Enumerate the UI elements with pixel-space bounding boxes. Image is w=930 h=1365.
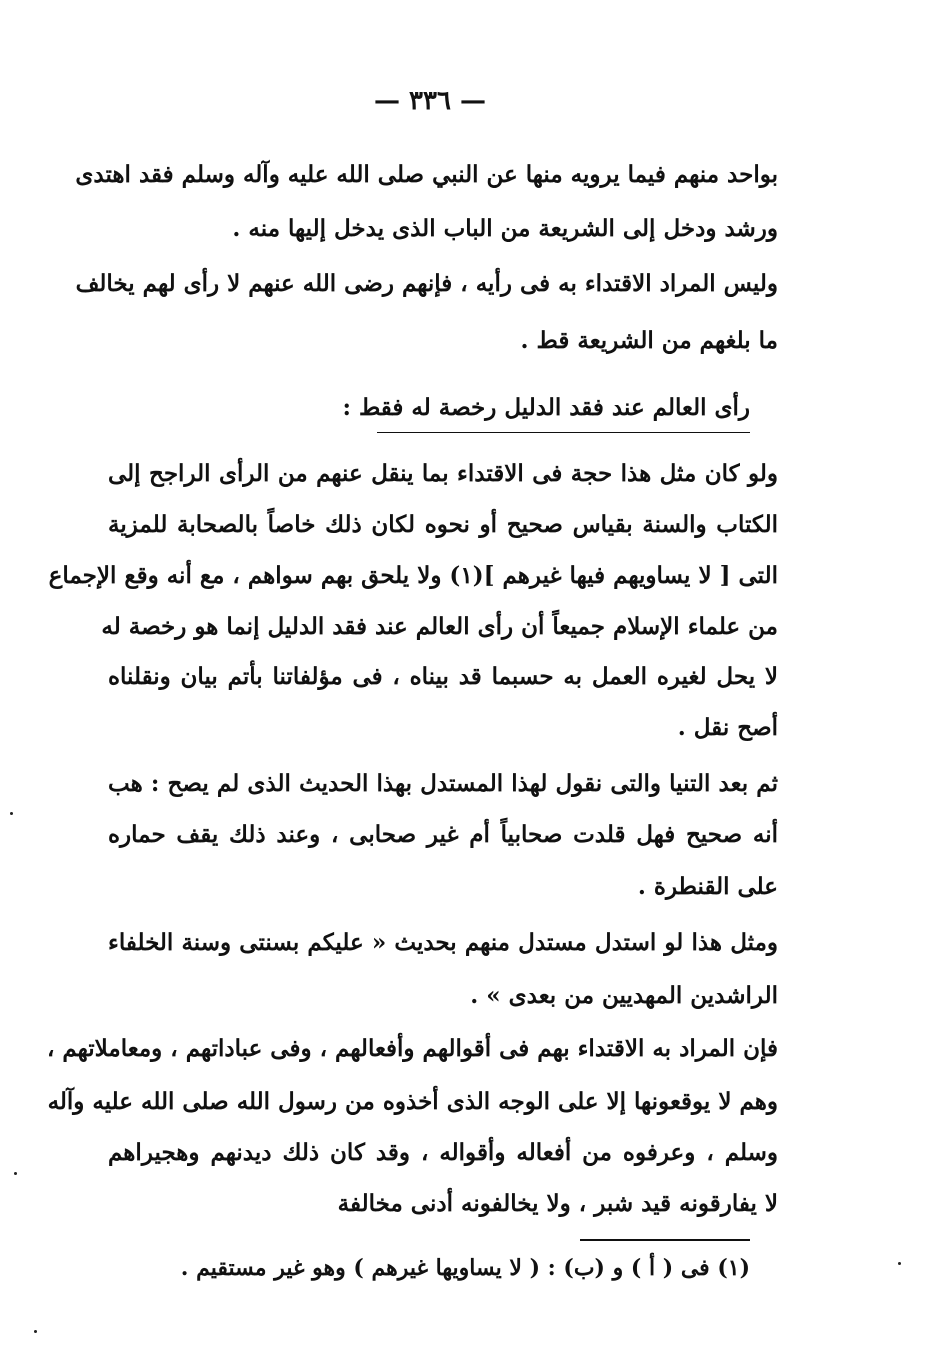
section-heading: رأى العالم عند فقد الدليل رخصة له فقط : [342,394,750,421]
text-line: ولو كان مثل هذا حجة فى الاقتداء بما ينقل عنهم من الرأى الراجح إلى [108,460,778,487]
text-line: وليس المراد الاقتداء به فى رأيه ، فإنهم رضى الله عنهم لا رأى لهم يخالف [75,270,778,297]
scan-speck [898,1262,901,1265]
footnote-rule [580,1239,750,1241]
text-line: أصح نقل . [677,714,778,741]
text-line: أنه صحيح فهل قلدت صحابياً أم غير صحابى ، وعند ذلك يقف حماره [108,821,778,848]
text-line: ومثل هذا لو استدل مستدل منهم بحديث « عليكم بسنتى وسنة الخلفاء [108,929,778,956]
text-line: ورشد ودخل إلى الشريعة من الباب الذى يدخل إليها منه . [232,215,778,242]
text-line: فإن المراد به الاقتداء بهم فى أقوالهم وأفعالهم ، وفى عباداتهم ، ومعاملاتهم ، [46,1035,778,1062]
text-line: بواحد منهم فيما يرويه منها عن النبي صلى الله عليه وآله وسلم فقد اهتدى [75,161,778,188]
scan-speck [34,1330,37,1333]
text-line: من علماء الإسلام جميعاً أن رأى العالم عند فقد الدليل إنما هو رخصة له [101,613,778,640]
text-line: الكتاب والسنة بقياس صحيح أو نحوه لكان ذلك خاصاً بالصحابة للمزية [108,511,778,538]
text-line: التى [ لا يساويهم فيها غيرهم ](١) ولا يلحق بهم سواهم ، مع أنه وقع الإجماع [48,562,778,589]
scan-speck [14,1172,17,1175]
text-line: الراشدين المهديين من بعدى » . [470,982,778,1009]
text-line: على القنطرة . [637,873,778,900]
scan-speck [10,812,13,815]
text-line: وهم لا يوقعونها إلا على الوجه الذى أخذوه من رسول الله صلى الله عليه وآله [47,1088,778,1115]
text-line: لا يفارقونه قيد شبر ، ولا يخالفونه أدنى مخالفة [337,1190,778,1217]
text-line: ثم بعد التنيا والتى نقول لهذا المستدل بهذا الحديث الذى لم يصح : هب [108,770,778,797]
text-line: لا يحل لغيره العمل به حسبما قد بيناه ، فى مؤلفاتنا بأتم بيان ونقلناه [108,663,778,690]
text-line: ما بلغهم من الشريعة قط . [520,327,778,354]
text-line: وسلم ، وعرفوه من أفعاله وأقواله ، وقد كان ذلك ديدنهم وهجيراهم [108,1139,778,1166]
heading-underline [377,432,750,433]
page-number: — ٣٣٦ — [373,86,487,116]
footnote: (١) فى ( أ ) و (ب) : ( لا يساويها غيرهم ) وهو غير مستقيم . [180,1255,750,1281]
